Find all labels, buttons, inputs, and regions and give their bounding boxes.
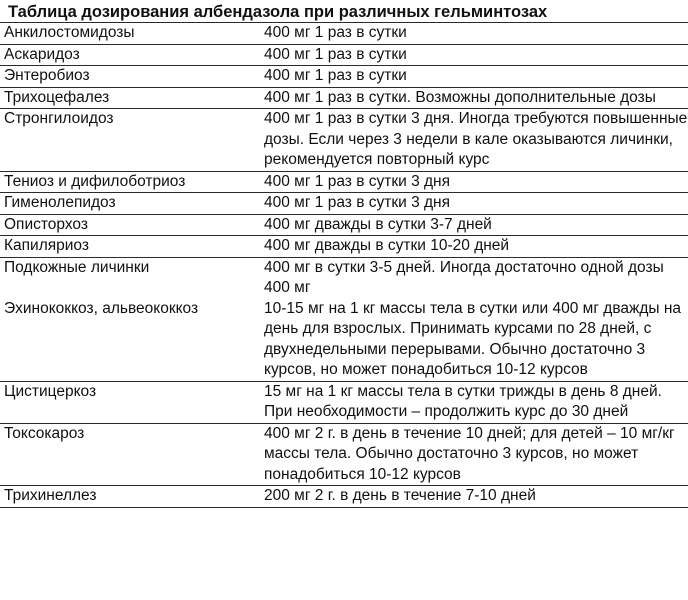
dose-cell: 400 мг 1 раз в сутки	[258, 23, 688, 45]
table-row	[0, 299, 688, 382]
disease-cell: Трихоцефалез	[0, 87, 258, 109]
table-row	[0, 193, 688, 215]
dose-cell: 10-15 мг на 1 кг массы тела в сутки или 400 мг дважды на день для взрослых. Принимать курсами по 28 дней, с двухнедельными перерывами. Обычно достаточно 3 курсов, но может понадобиться 10-12 курсов	[264, 299, 682, 378]
disease-cell: Энтеробиоз	[0, 66, 258, 88]
dose-cell: 400 мг дважды в сутки 3-7 дней	[258, 214, 688, 236]
table-row	[0, 23, 688, 45]
disease-cell: Тениоз и дифилоботриоз	[0, 171, 258, 193]
dose-cell: 400 мг 1 раз в сутки 3 дня. Иногда требуются повышенные дозы. Если через 3 недели в кале оказываются личинки, рекомендуется повторный курс	[258, 109, 688, 172]
dose-cell: 400 мг в сутки 3-5 дней. Иногда достаточно одной дозы 400 мг	[258, 257, 688, 299]
disease-cell: Трихинеллез	[0, 486, 258, 508]
dosage-table	[0, 22, 688, 508]
table-row	[0, 214, 688, 236]
table-row	[0, 486, 688, 508]
disease-cell: Подкожные личинки	[0, 257, 258, 299]
dose-cell: 400 мг 1 раз в сутки 3 дня	[258, 171, 688, 193]
table-row	[0, 236, 688, 258]
dose-cell: 400 мг 1 раз в сутки. Возможны дополнительные дозы	[258, 87, 688, 109]
dose-cell: 200 мг 2 г. в день в течение 7-10 дней	[258, 486, 688, 508]
disease-cell: Цистицеркоз	[0, 381, 258, 423]
table-row	[0, 381, 688, 423]
dose-cell: 400 мг 1 раз в сутки 3 дня	[258, 193, 688, 215]
table-row	[0, 44, 688, 66]
table-row	[0, 423, 688, 486]
disease-cell: Токсокароз	[0, 423, 258, 486]
disease-cell: Капиляриоз	[0, 236, 258, 258]
table-title: Таблица дозирования албендазола при различных гельминтозах	[8, 3, 548, 21]
table-row	[0, 87, 688, 109]
disease-cell: Аскаридоз	[0, 44, 258, 66]
table-row	[0, 257, 688, 299]
table-row	[0, 171, 688, 193]
dose-cell: 400 мг дважды в сутки 10-20 дней	[258, 236, 688, 258]
dose-cell: 400 мг 2 г. в день в течение 10 дней; для детей – 10 мг/кг массы тела. Обычно достаточно 3 курсов, но может понадобиться 10-12 курсов	[258, 423, 688, 486]
dose-cell: 400 мг 1 раз в сутки	[258, 44, 688, 66]
table-row	[0, 109, 688, 172]
disease-cell: Анкилостомидозы	[0, 23, 258, 45]
disease-cell: Эхинококкоз, альвеококкоз	[4, 299, 199, 317]
disease-cell: Гименолепидоз	[0, 193, 258, 215]
dose-cell: 15 мг на 1 кг массы тела в сутки трижды в день 8 дней. При необходимости – продолжить курс до 30 дней	[258, 381, 688, 423]
disease-cell: Стронгилоидоз	[0, 109, 258, 172]
disease-cell: Описторхоз	[0, 214, 258, 236]
dose-cell: 400 мг 1 раз в сутки	[258, 66, 688, 88]
table-row	[0, 66, 688, 88]
